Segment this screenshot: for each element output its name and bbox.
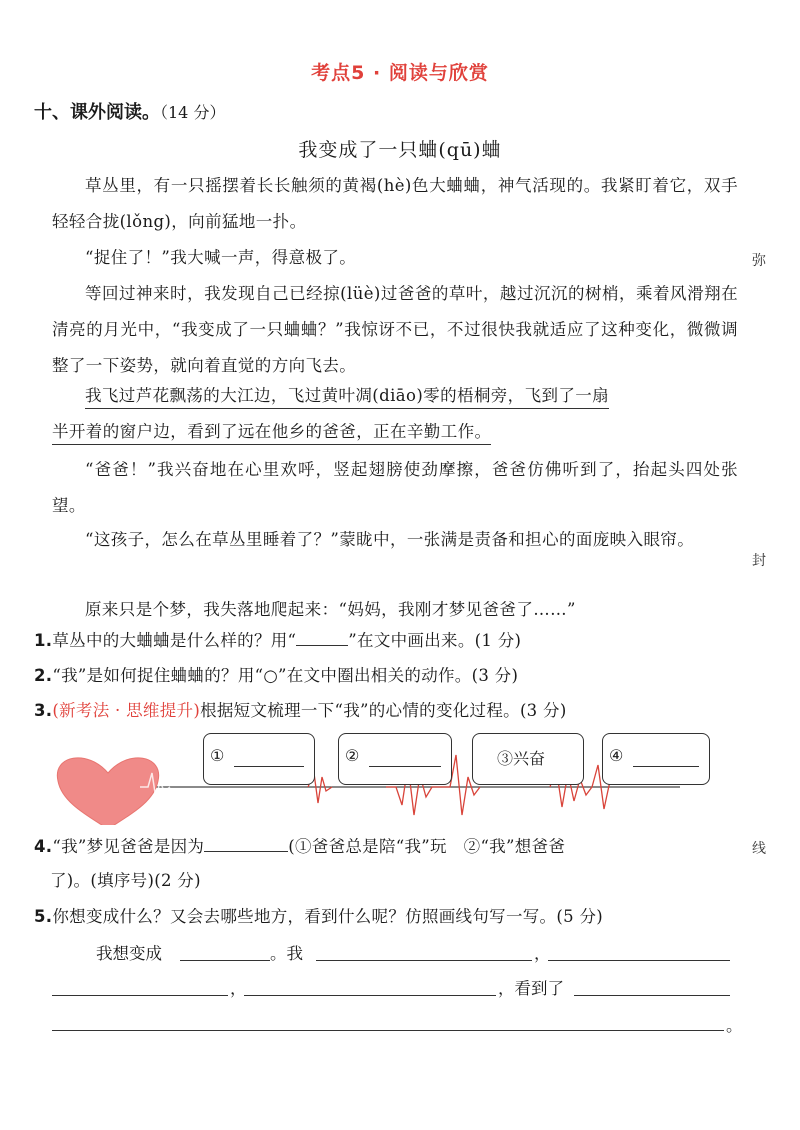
margin-char-3: 线 — [752, 841, 766, 857]
underlined-line-2: 半开着的窗户边，看到了远在他乡的爸爸，正在辛勤工作。 — [52, 422, 491, 445]
paragraph-1: 草丛里，有一只摇摆着长长触须的黄褐(hè)色大蛐蛐，神气活现的。我紧盯着它，双手轻轻合拢(lǒng)，向前猛地一扑。 — [52, 176, 738, 231]
q2-text: “我”是如何捉住蛐蛐的？用“○”在文中圈出相关的动作。(3 分) — [52, 666, 519, 685]
paragraph-7: 原来只是个梦，我失落地爬起来：“妈妈，我刚才梦见爸爸了……” — [85, 600, 576, 619]
paragraph-4-underlined — [52, 378, 738, 450]
mood-box-3-label: ③兴奋 — [497, 749, 546, 768]
mood-box-2-label: ② — [345, 746, 360, 765]
heart-icon — [57, 758, 158, 825]
q1-text-b: ”在文中画出来。(1 分) — [348, 631, 522, 650]
mood-box-1-line — [234, 766, 304, 767]
question-2 — [34, 659, 744, 693]
mood-box-2[interactable] — [338, 733, 452, 785]
q5-blank-7[interactable] — [52, 1030, 724, 1031]
question-3 — [34, 694, 744, 728]
paragraph-6: “这孩子，怎么在草丛里睡着了？”蒙眬中，一张满是责备和担心的面庞映入眼帘。 — [85, 530, 695, 549]
underlined-line-1: 我飞过芦花飘荡的大江边，飞过黄叶凋(diāo)零的梧桐旁，飞到了一扇 — [85, 386, 609, 409]
paragraph-5: “爸爸！”我兴奋地在心里欢呼，竖起翅膀使劲摩擦，爸爸仿佛听到了，抬起头四处张望。 — [52, 460, 738, 515]
q3-text: 根据短文梳理一下“我”的心情的变化过程。(3 分) — [200, 701, 567, 720]
q4-number: 4. — [34, 837, 53, 856]
question-4 — [34, 830, 744, 898]
q4-blank[interactable] — [204, 833, 288, 852]
q1-text-a: 草丛中的大蛐蛐是什么样的？用“ — [52, 631, 297, 650]
q4-text-b: (①爸爸总是陪“我”玩 ②“我”想爸爸 — [288, 837, 566, 856]
question-1 — [34, 624, 744, 658]
exercise-heading — [34, 98, 225, 124]
mood-box-1-label: ① — [210, 746, 225, 765]
mood-box-1[interactable] — [203, 733, 315, 785]
q2-number: 2. — [34, 666, 53, 685]
paragraph-3: 等回过神来时，我发现自己已经掠(lüè)过爸爸的草叶，越过沉沉的树梢，乘着风滑翔在清亮的月光中，“我变成了一只蛐蛐？”我惊讶不已，不过很快我就适应了这种变化，微微调整了一下姿势，就向着直觉的方向飞去。 — [52, 284, 738, 375]
q1-number: 1. — [34, 631, 53, 650]
story-title: 我变成了一只蛐(qū)蛐 — [298, 139, 502, 161]
q4-text-a: “我”梦见爸爸是因为 — [52, 837, 205, 856]
mood-box-3[interactable] — [472, 733, 584, 785]
q5-blank-6[interactable] — [574, 995, 730, 996]
q5-blank-4[interactable] — [52, 995, 228, 996]
q5-blank-5[interactable] — [244, 995, 496, 996]
exercise-points: （14 分） — [160, 103, 226, 122]
q5-number: 5. — [34, 907, 53, 926]
section-title: 考点5 · 阅读与欣赏 — [311, 62, 489, 84]
margin-char-2: 封 — [752, 553, 766, 569]
mood-box-4[interactable] — [602, 733, 710, 785]
q4-text-c: 了)。(填序号)(2 分) — [50, 871, 201, 890]
q5-line1-label-a: 我想变成 — [96, 944, 162, 963]
margin-char-1: 弥 — [752, 253, 766, 269]
q5-text: 你想变成什么？又会去哪些地方，看到什么呢？仿照画线句写一写。(5 分) — [52, 907, 603, 926]
q1-blank — [296, 627, 348, 646]
q5-end-mark: 。 — [726, 1016, 743, 1035]
exercise-label: 十、课外阅读。 — [34, 102, 160, 123]
question-5 — [34, 900, 744, 934]
q5-line2-label: ，看到了 — [498, 979, 564, 998]
q5-blank-1[interactable] — [180, 960, 270, 961]
q5-line1-comma: ， — [534, 944, 551, 963]
q5-line2-comma: ， — [230, 979, 247, 998]
q5-line1-label-b: 。我 — [270, 944, 303, 963]
paragraph-2: “捉住了！”我大喊一声，得意极了。 — [85, 248, 357, 267]
mood-box-2-line — [369, 766, 441, 767]
q3-tag: (新考法 · 思维提升) — [52, 701, 201, 720]
q5-blank-3[interactable] — [548, 960, 730, 961]
q5-blank-2[interactable] — [316, 960, 532, 961]
mood-box-4-label: ④ — [609, 746, 624, 765]
mood-box-4-line — [633, 766, 699, 767]
q3-number: 3. — [34, 701, 53, 720]
